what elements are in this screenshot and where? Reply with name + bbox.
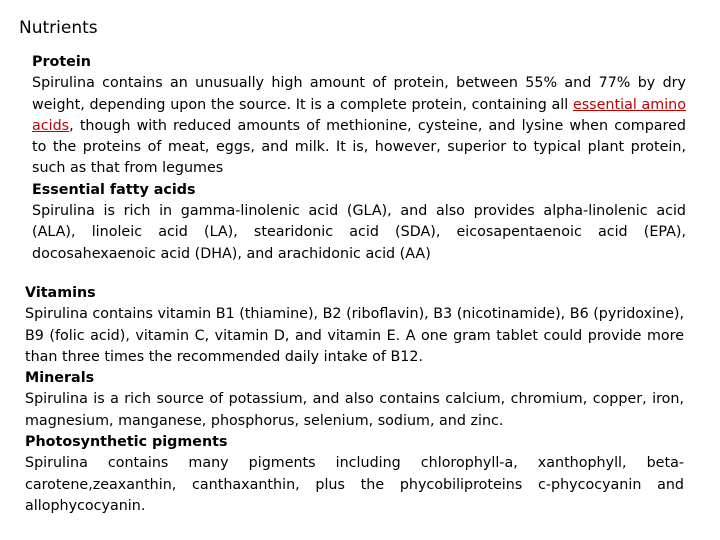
protein-text-end: , though with reduced amounts of methionine, cysteine, and lysine when compared to the proteins of meat, eggs, and milk. It is, however, superior to typical plant protein, such as that from legumes bbox=[32, 117, 686, 177]
protein-text-start: Spirulina contains an unusually high amount of protein, between 55% and 77% by dry weight, depending upon the source. It is a complete protein, containing all bbox=[32, 75, 686, 113]
section-heading-protein: Protein bbox=[32, 54, 91, 70]
bottom-content-block bbox=[25, 283, 684, 517]
page-title: Nutrients bbox=[19, 18, 98, 38]
section-heading-minerals: Minerals bbox=[25, 370, 95, 387]
top-content-block bbox=[32, 52, 686, 265]
section-heading-fatty-acids: Essential fatty acids bbox=[32, 181, 196, 198]
section-text-vitamins: Spirulina contains vitamin B1 (thiamine), B2 (riboflavin), B3 (nicotinamide), B6 (pyridoxine), B9 (folic acid), vitamin C, vitamin D, and vitamin E. A one gram tablet could provide more than three times the recommended daily intake of B12. bbox=[25, 306, 684, 365]
section-text-minerals: Spirulina is a rich source of potassium, and also contains calcium, chromium, copper, iron, magnesium, manganese, phosphorus, selenium, sodium, and zinc. bbox=[25, 391, 684, 429]
section-text-fatty-acids: Spirulina is rich in gamma-linolenic acid (GLA), and also provides alpha-linolenic acid (ALA), linoleic acid (LA), stearidonic acid (SDA), eicosapentaenoic acid (EPA), docosahexaenoic acid (DHA), and arachidonic acid (AA) bbox=[32, 203, 686, 262]
section-text-protein bbox=[32, 73, 686, 179]
section-heading-pigments: Photosynthetic pigments bbox=[25, 434, 228, 451]
section-heading-vitamins: Vitamins bbox=[25, 285, 96, 301]
essential-amino-acids-link[interactable]: essential amino acids bbox=[32, 96, 686, 134]
section-text-pigments: Spirulina contains many pigments including chlorophyll-a, xanthophyll, beta-carotene,zeaxanthin, canthaxanthin, plus the phycobiliproteins c-phycocyanin and allophycocyanin. bbox=[25, 455, 684, 514]
